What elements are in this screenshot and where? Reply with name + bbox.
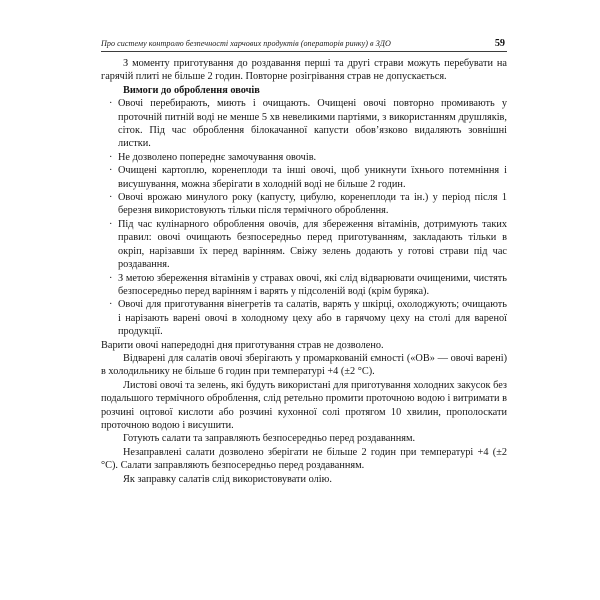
bullet-dot-icon: · [109, 299, 113, 311]
text-column [101, 57, 507, 486]
bullet-dot-icon: · [109, 218, 113, 230]
body-paragraph-leafy-greens: Листові овочі та зелень, які будуть використані для приготування холодних закусок без подальшого термічного оброблення, слід ретельно промити проточною водою і витримати в розчині оцтової кислоти або розчині кухонної солі протягом 10 хвилин, прополоскати проточною водою і висушити. [101, 379, 507, 431]
bullet-dot-icon: · [109, 192, 113, 204]
list-item [101, 298, 507, 338]
list-item [101, 218, 507, 272]
section-heading: Вимоги до оброблення овочів [123, 84, 260, 96]
header-divider-rule [101, 51, 507, 52]
list-item-text: Овочі для приготування вінегретів та салатів, варять у шкірці, охолоджують; очищають і нарізають варені овочі в холодному цеху або в гарячому цеху на столі для вареної продукції. [118, 299, 507, 338]
list-item [101, 164, 507, 191]
list-item-text: Овочі врожаю минулого року (капусту, цибулю, коренеплоди та ін.) у період після 1 березня використовують тільки після термічного оброблення. [118, 192, 507, 217]
bullet-dot-icon: · [109, 151, 113, 163]
list-item [101, 97, 507, 151]
list-item-text: З метою збереження вітамінів у стравах овочі, які слід відварювати очищеними, чистять безпосередньо перед варінням і варять у підсоленій воді (крім буряка). [118, 272, 507, 297]
bullet-dot-icon: · [109, 272, 113, 284]
list-item-text: Очищені картоплю, коренеплоди та інші овочі, щоб уникнути їхнього потемніння і висушування, можна зберігати в холодній воді не більше 2 годин. [118, 165, 507, 190]
body-paragraph-boiled-vegetables: Відварені для салатів овочі зберігають у промаркованій ємності («ОВ» — овочі варені) в холодильнику не більше 6 годин при температурі +4 (±2 °C). [101, 352, 507, 378]
running-head [101, 38, 507, 49]
bullet-dot-icon: · [109, 98, 113, 110]
body-paragraph-undressed-salads: Незаправлені салати дозволено зберігати не більше 2 годин при температурі +4 (±2 °C). Салати заправляють безпосередньо перед роздаванням. [101, 446, 507, 472]
running-head-title: Про систему контролю безпечності харчових продуктів (операторів ринку) в ЗДО [101, 39, 391, 48]
list-item [101, 272, 507, 299]
list-item-text: Не дозволено попереднє замочування овочів. [118, 151, 317, 163]
body-paragraph-salad-preparation: Готують салати та заправляють безпосередньо перед роздаванням. [123, 433, 416, 445]
list-item [101, 151, 507, 164]
post-list-note: Варити овочі напередодні дня приготування страв не дозволено. [101, 339, 384, 351]
requirements-bullet-list [101, 97, 507, 338]
bullet-dot-icon: · [109, 165, 113, 177]
list-item-text: Під час кулінарного оброблення овочів, для збереження вітамінів, дотримують таких правил: овочі очищають безпосередньо перед приготуванням, закладають тільки в окріп, нарізавши їх перед варінням. Свіжу зелень додають у готові страви під час роздавання. [118, 218, 507, 271]
body-paragraph-salad-dressing-oil: Як заправку салатів слід використовувати олію. [123, 473, 332, 485]
opening-paragraph: З моменту приготування до роздавання перші та другі страви можуть перебувати на гарячій плиті не більше 2 годин. Повторне розігрівання страв не допускається. [101, 58, 507, 83]
list-item [101, 191, 507, 218]
page-number: 59 [494, 38, 505, 49]
list-item-text: Овочі перебирають, миють і очищають. Очищені овочі повторно промивають у проточній питній воді не менше 5 хв невеликими партіями, з використанням друшляків, сіток. Під час оброблення білокачанної капусти обов’язково видаляють зовнішні листки. [118, 98, 507, 150]
